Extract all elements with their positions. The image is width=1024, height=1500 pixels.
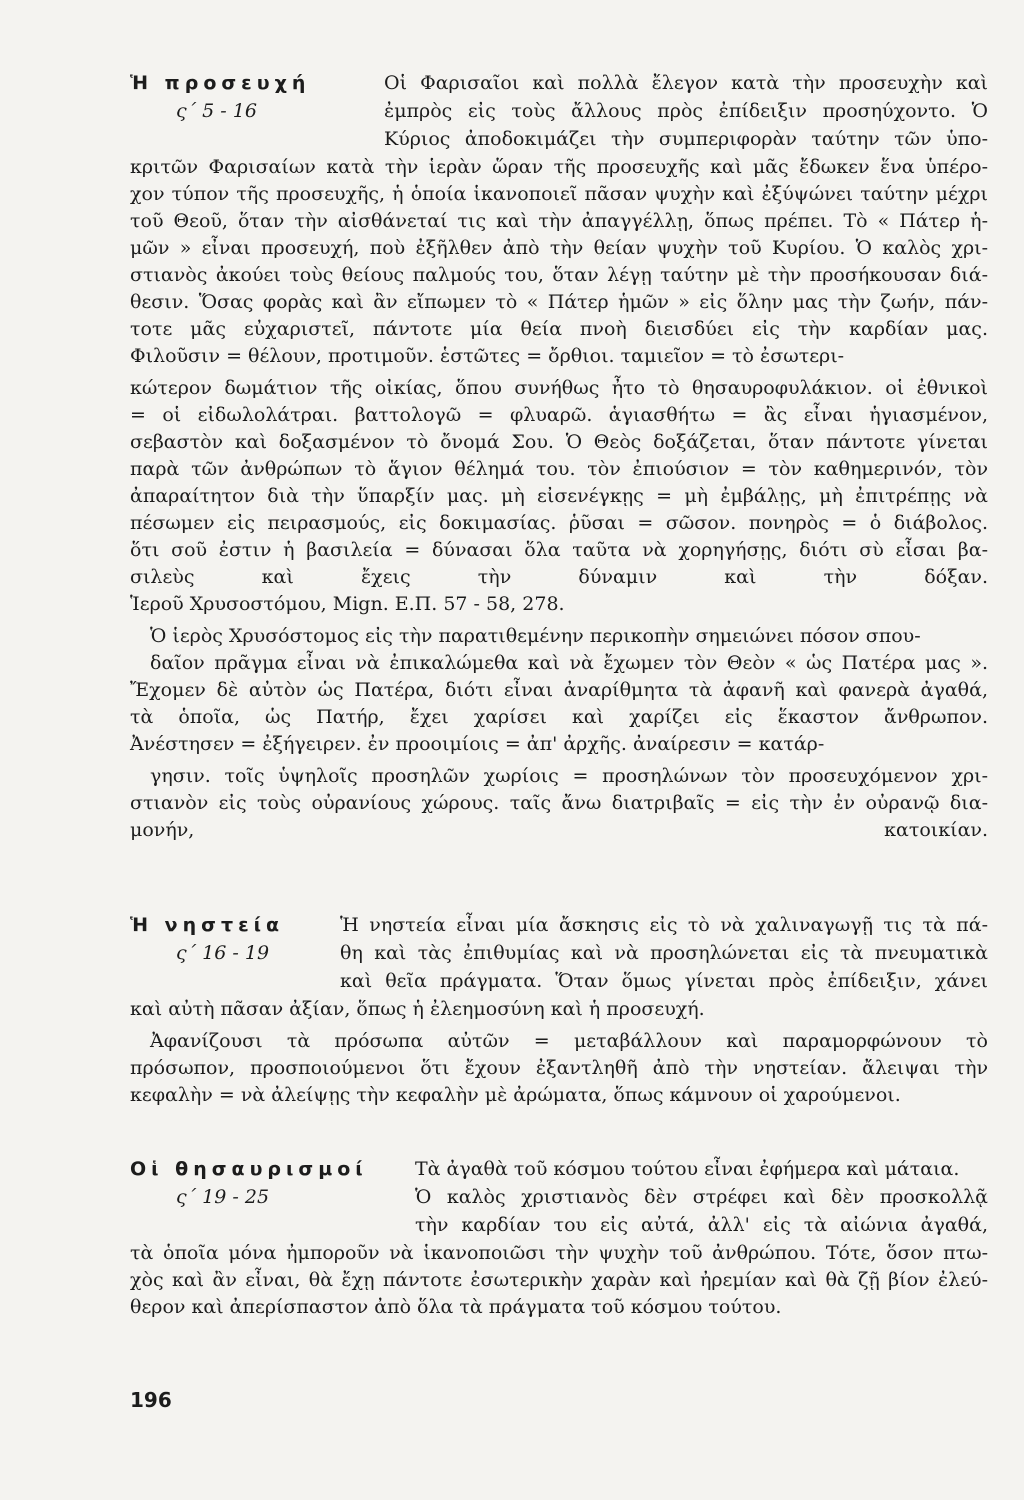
- text-line: κεφαλὴν = νὰ ἀλείψῃς τὴν κεφαλὴν μὲ ἀρώματα, ὅπως κάμνουν οἱ χαρούμενοι.: [130, 1084, 901, 1106]
- text-line: μῶν » εἶναι προσευχή, ποὺ ἐξῆλθεν ἀπὸ τὴν θείαν ψυχὴν τοῦ Κυρίου. Ὁ καλὸς χρι-: [130, 237, 988, 259]
- citation-line: Ὁ ἱερὸς Χρυσόστομος εἰς τὴν παρατιθεμένην περικοπὴν σημειώνει πόσον σπου-: [150, 625, 921, 647]
- text-line: χον τύπον τῆς προσευχῆς, ἡ ὁποία ἱκανοποιεῖ πᾶσαν ψυχὴν καὶ ἐξύψώνει ταύτην μέχρι: [130, 183, 988, 205]
- text-line: Κύριος ἀποδοκιμάζει τὴν συμπεριφορὰν ταύτην τῶν ὑπο-: [384, 128, 988, 150]
- section-ref-fasting: ς΄ 16 - 19: [176, 942, 270, 964]
- text-line: μονήν, κατοικίαν.: [130, 819, 988, 841]
- text-line: στιανὸν εἰς τοὺς οὐρανίους χώρους. ταῖς ἄνω διατριβαῖς = εἰς τὴν ἐν οὐρανῷ δια-: [130, 792, 988, 814]
- text-line: θεσιν. Ὅσας φορὰς καὶ ἂν εἴπωμεν τὸ « Πάτερ ἡμῶν » εἰς ὅλην μας τὴν ζωήν, πάν-: [130, 291, 988, 313]
- text-line: τοτε μᾶς εὐχαριστεῖ, πάντοτε μία θεία πνοὴ διεισδύει εἰς τὴν καρδίαν μας.: [130, 318, 988, 340]
- text-line: Ἀφανίζουσι τὰ πρόσωπα αὐτῶν = μεταβάλλουν καὶ παραμορφώνουν τὸ: [150, 1030, 988, 1052]
- page-number: 196: [130, 1388, 172, 1412]
- text-line: δαῖον πρᾶγμα εἶναι νὰ ἐπικαλώμεθα καὶ νὰ ἔχωμεν τὸν Θεὸν « ὡς Πατέρα μας ».: [150, 652, 988, 674]
- text-line: τὰ ὁποῖα μόνα ἠμποροῦν νὰ ἱκανοποιῶσι τὴν ψυχὴν τοῦ ἀνθρώπου. Τότε, ὅσον πτω-: [130, 1242, 988, 1264]
- text-line: χὸς καὶ ἂν εἶναι, θὰ ἔχῃ πάντοτε ἐσωτερικὴν χαρὰν καὶ ἠρεμίαν καὶ θὰ ζῇ βίον ἐλεύ-: [130, 1269, 988, 1291]
- text-line: Ἡ νηστεία εἶναι μία ἄσκησις εἰς τὸ νὰ χαλιναγωγῇ τις τὰ πά-: [340, 914, 988, 936]
- section-ref-treasures: ς΄ 19 - 25: [176, 1186, 270, 1208]
- text-line: Ἔχομεν δὲ αὐτὸν ὡς Πατέρα, διότι εἶναι ἀναρίθμητα τὰ ἀφανῆ καὶ φανερὰ ἀγαθά,: [130, 679, 988, 701]
- text-line: Ὁ καλὸς χριστιανὸς δὲν στρέφει καὶ δὲν προσκολλᾷ: [415, 1186, 988, 1208]
- text-line: σιλεὺς καὶ ἔχεις τὴν δύναμιν καὶ τὴν δόξαν.: [130, 566, 988, 588]
- text-line: Ἀνέστησεν = ἐξήγειρεν. ἐν προοιμίοις = ἀπ' ἀρχῆς. ἀναίρεσιν = κατάρ-: [130, 733, 825, 755]
- text-line: παρὰ τῶν ἀνθρώπων τὸ ἅγιον θέλημά του. τὸν ἐπιούσιον = τὸν καθημερινόν, τὸν: [130, 458, 988, 480]
- text-line: κώτερον δωμάτιον τῆς οἰκίας, ὅπου συνήθως ἦτο τὸ θησαυροφυλάκιον. οἱ ἐθνικοὶ: [130, 377, 988, 399]
- text-line: ἀπαραίτητον διὰ τὴν ὕπαρξίν μας. μὴ εἰσενέγκῃς = μὴ ἐμβάλῃς, μὴ ἐπιτρέπῃς νὰ: [130, 485, 988, 507]
- text-line: Οἱ Φαρισαῖοι καὶ πολλὰ ἔλεγον κατὰ τὴν προσευχὴν καὶ: [384, 72, 988, 94]
- text-line: τὰ ὁποῖα, ὡς Πατήρ, ἔχει χαρίσει καὶ χαρίζει εἰς ἕκαστον ἄνθρωπον.: [130, 706, 988, 728]
- text-line: Ἱεροῦ Χρυσοστόμου, Mign. Ε.Π. 57 - 58, 278.: [130, 593, 565, 615]
- text-line: θη καὶ τὰς ἐπιθυμίας καὶ νὰ προσηλώνεται εἰς τὰ πνευματικὰ: [340, 942, 988, 964]
- text-line: καὶ αὐτὴ πᾶσαν ἀξίαν, ὅπως ἡ ἐλεημοσύνη καὶ ἡ προσευχή.: [130, 998, 705, 1020]
- text-line: τὴν καρδίαν του εἰς αὐτά, ἀλλ' εἰς τὰ αἰώνια ἀγαθά,: [415, 1214, 988, 1236]
- section-ref-prayer: ς΄ 5 - 16: [176, 100, 257, 122]
- text-line: κριτῶν Φαρισαίων κατὰ τὴν ἱερὰν ὥραν τῆς προσευχῆς καὶ μᾶς ἔδωκεν ἕνα ὑπέρο-: [130, 156, 988, 178]
- text-line: ἐμπρὸς εἰς τοὺς ἄλλους πρὸς ἐπίδειξιν προσηύχοντο. Ὁ: [384, 100, 988, 122]
- text-line: τοῦ Θεοῦ, ὅταν τὴν αἰσθάνεταί τις καὶ τὴν ἀπαγγέλλῃ, ὅπως πρέπει. Τὸ « Πάτερ ἡ-: [130, 210, 988, 232]
- section-heading-fasting: Ἡ νηστεία: [130, 914, 285, 936]
- text-line: Τὰ ἀγαθὰ τοῦ κόσμου τούτου εἶναι ἐφήμερα καὶ μάταια.: [415, 1158, 960, 1180]
- text-line: πρόσωπον, προσποιούμενοι ὅτι ἔχουν ἐξαντληθῆ ἀπὸ τὴν νηστείαν. ἄλειψαι τὴν: [130, 1057, 988, 1079]
- text-line: πέσωμεν εἰς πειρασμούς, εἰς δοκιμασίας. ῥῦσαι = σῶσον. πονηρὸς = ὁ διάβολος.: [130, 512, 988, 534]
- text-line: Φιλοῦσιν = θέλουν, προτιμοῦν. ἑστῶτες = ὄρθιοι. ταμιεῖον = τὸ ἐσωτερι-: [130, 345, 845, 367]
- text-line: ὅτι σοῦ ἐστιν ἡ βασιλεία = δύνασαι ὅλα ταῦτα νὰ χορηγήσῃς, διότι σὺ εἶσαι βα-: [130, 539, 988, 561]
- section-heading-treasures: Οἱ θησαυρισμοί: [130, 1158, 368, 1180]
- text-line: γησιν. τοῖς ὑψηλοῖς προσηλῶν χωρίοις = προσηλώνων τὸν προσευχόμενον χρι-: [150, 765, 988, 787]
- text-line: = οἱ εἰδωλολάτραι. βαττολογῶ = φλυαρῶ. ἁγιασθήτω = ἂς εἶναι ἡγιασμένον,: [130, 404, 988, 426]
- section-heading-prayer: Ἡ προσευχή: [130, 72, 311, 94]
- text-line: στιανὸς ἀκούει τοὺς θείους παλμούς του, ὅταν λέγῃ ταύτην μὲ τὴν προσήκουσαν διά-: [130, 264, 988, 286]
- text-line: σεβαστὸν καὶ δοξασμένον τὸ ὄνομά Σου. Ὁ Θεὸς δοξάζεται, ὅταν πάντοτε γίνεται: [130, 431, 988, 453]
- text-line: καὶ θεῖα πράγματα. Ὅταν ὅμως γίνεται πρὸς ἐπίδειξιν, χάνει: [340, 970, 988, 992]
- text-line: θερον καὶ ἀπερίσπαστον ἀπὸ ὅλα τὰ πράγματα τοῦ κόσμου τούτου.: [130, 1296, 782, 1318]
